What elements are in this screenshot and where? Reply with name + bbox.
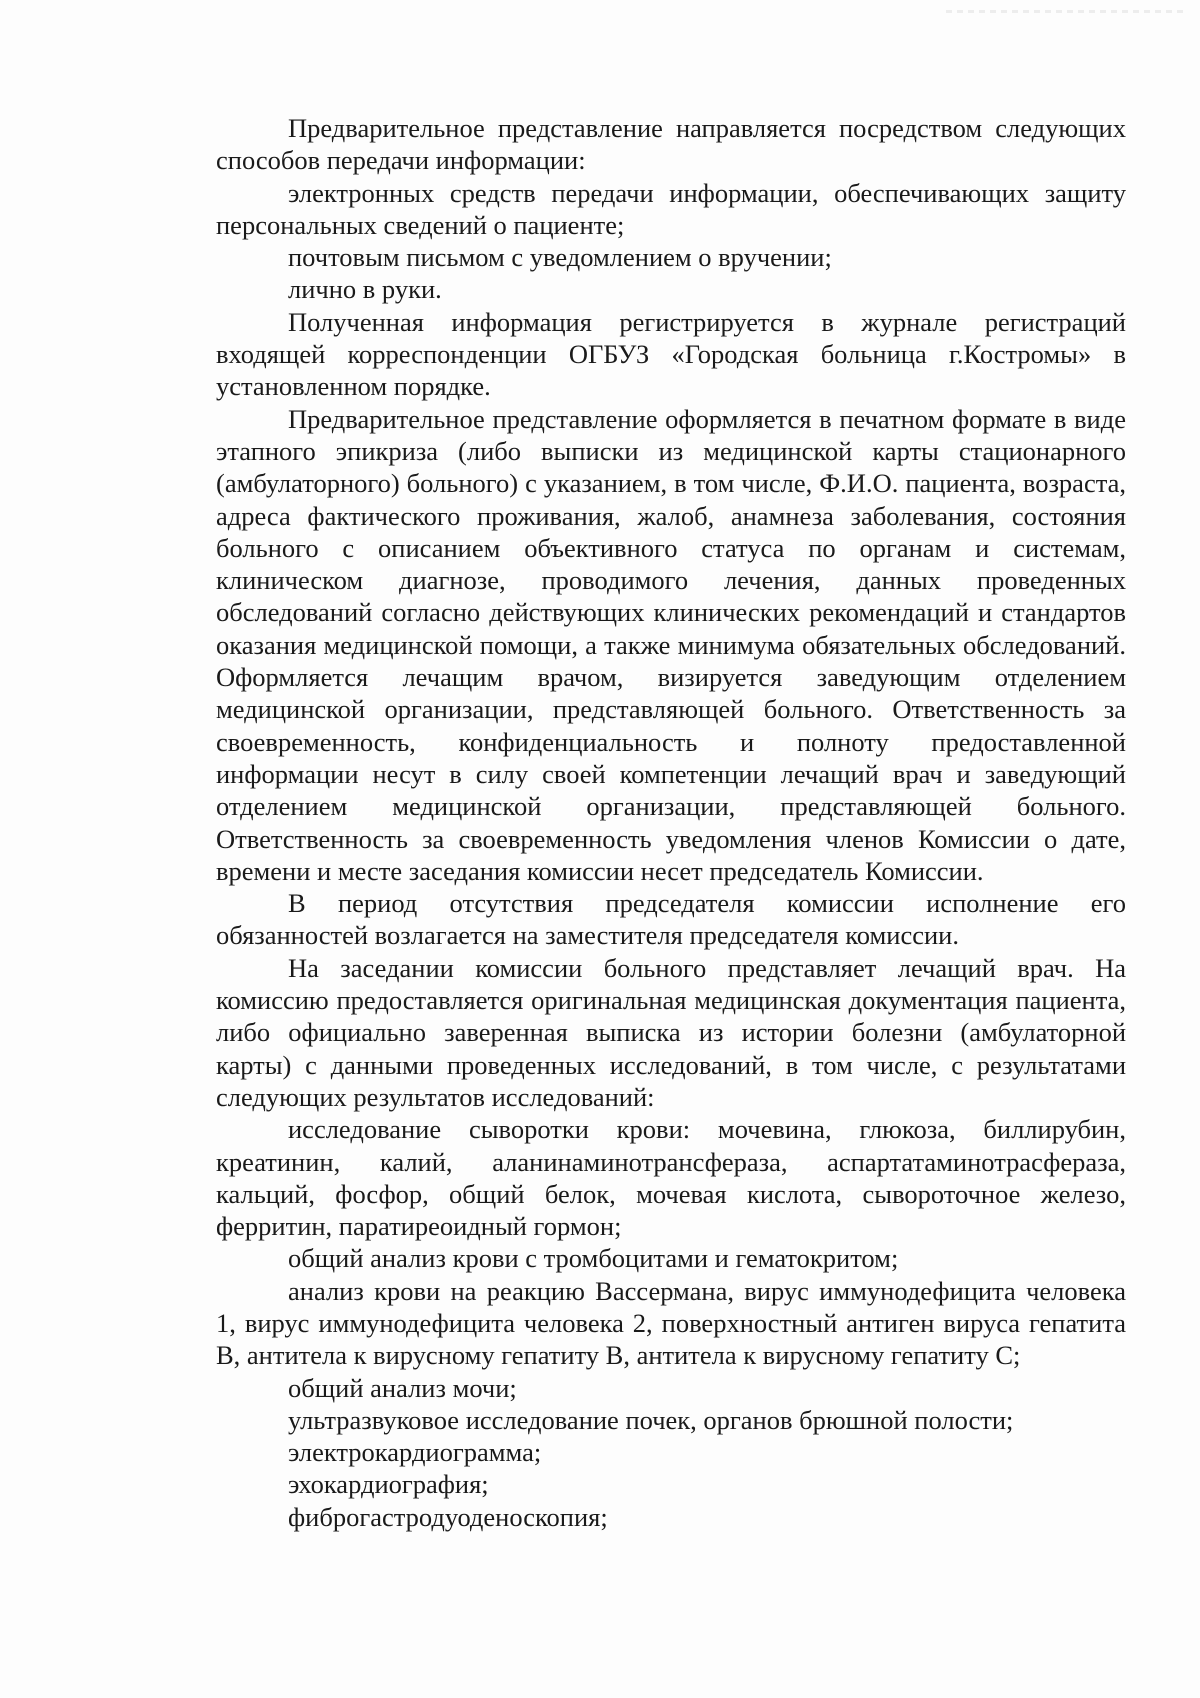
document-body [216,112,1126,1533]
list-item-personal: лично в руки. [288,274,442,305]
paragraph-meeting: На заседании комиссии больного представляет лечащий врач. На комиссию предоставляется оригинальная медицинская документация пациента, либо официально заверенная выписка из истории болезни (амбулаторной карты) с данными проведенных исследований, в том числе, с результатами следующих результатов исследований: [216,952,1126,1112]
list-item-electronic: электронных средств передачи информации, обеспечивающих защиту персональных сведений о пациенте; [216,177,1126,240]
list-item-postal: почтовым письмом с уведомлением о вручении; [288,242,832,273]
list-item-urine: общий анализ мочи; [288,1372,517,1403]
list-item-serum: исследование сыворотки крови: мочевина, глюкоза, биллирубин, креатинин, калий, аланинаминотрансфераза, аспартатаминотрасфераза, кальций, фосфор, общий белок, мочевая кислота, сывороточное железо, ферритин, паратиреоидный гормон; [216,1114,1126,1242]
list-item-echo: эхокардиография; [288,1469,489,1500]
scan-artifact [946,10,1186,13]
list-item-ecg: электрокардиограмма; [288,1437,542,1468]
paragraph-deputy: В период отсутствия председателя комиссии исполнение его обязанностей возлагается на заместителя председателя комиссии. [216,888,1126,951]
list-item-ultrasound: ультразвуковое исследование почек, органов брюшной полости; [288,1404,1014,1435]
list-item-blood-infections: анализ крови на реакцию Вассермана, вирус иммунодефицита человека 1, вирус иммунодефицита человека 2, поверхностный антиген вируса гепатита В, антитела к вирусному гепатиту В, антитела к вирусному гепатиту С; [216,1275,1126,1371]
paragraph-registration: Полученная информация регистрируется в журнале регистраций входящей корреспонденции ОГБУЗ «Городская больница г.Костромы» в установленном порядке. [216,306,1126,402]
paragraph-format: Предварительное представление оформляется в печатном формате в виде этапного эпикриза (либо выписки из медицинской карты стационарного (амбулаторного) больного) с указанием, в том числе, Ф.И.О. пациента, возраста, адреса фактического проживания, жалоб, анамнеза заболевания, состояния больного с описанием объективного статуса по органам и системам, клиническом диагнозе, проводимого лечения, данных проведенных обследований согласно действующих клинических рекомендаций и стандартов оказания медицинской помощи, а также минимума обязательных обследований. Оформляется лечащим врачом, визируется заведующим отделением медицинской организации, представляющей больного. Ответственность за своевременность, конфиденциальность и полноту предоставленной информации несут в силу своей компетенции лечащий врач и заведующий отделением медицинской организации, представляющей больного. Ответственность за своевременность уведомления членов Комиссии о дате, времени и месте заседания комиссии несет председатель Комиссии. [216,403,1126,886]
list-item-blood-count: общий анализ крови с тромбоцитами и гематокритом; [288,1243,899,1274]
paragraph-intro: Предварительное представление направляется посредством следующих способов передачи информации: [216,113,1126,176]
list-item-fgds: фиброгастродуоденоскопия; [288,1501,608,1532]
